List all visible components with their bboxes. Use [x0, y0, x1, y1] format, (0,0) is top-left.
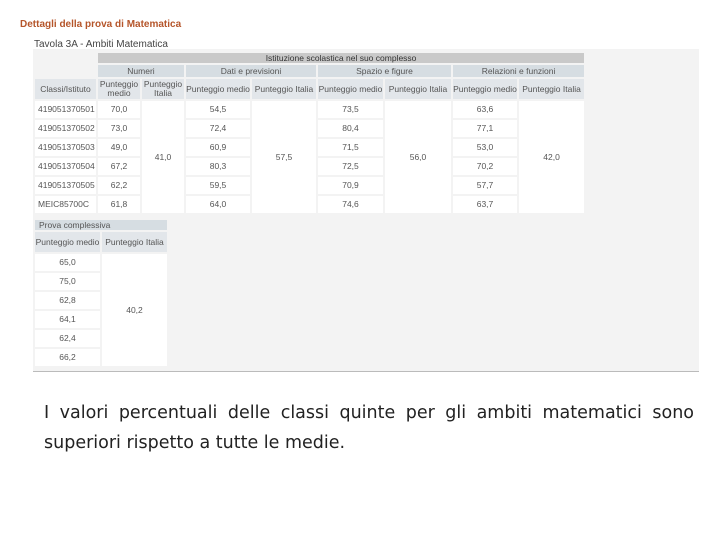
- cell-relazioni: 63,7: [453, 196, 517, 213]
- cell-dati: 72,4: [186, 120, 250, 137]
- prova-medio-cell: 64,1: [35, 311, 100, 328]
- cell-numeri: 70,0: [98, 101, 140, 118]
- row-label: 419051370502: [35, 120, 96, 137]
- italia-numeri: 41,0: [142, 101, 184, 213]
- group-header-spazio: Spazio e figure: [318, 65, 451, 77]
- cell-relazioni: 63,6: [453, 101, 517, 118]
- cell-relazioni: 77,1: [453, 120, 517, 137]
- italia-dati: 57,5: [252, 101, 316, 213]
- cell-numeri: 49,0: [98, 139, 140, 156]
- cell-relazioni: 57,7: [453, 177, 517, 194]
- caption-text: I valori percentuali delle classi quinte per gli ambiti matematici sono superiori rispetto a tutte le medie.: [44, 403, 694, 453]
- table-row: [35, 101, 584, 118]
- italia-relazioni: 42,0: [519, 101, 584, 213]
- cell-numeri: 61,8: [98, 196, 140, 213]
- cell-dati: 64,0: [186, 196, 250, 213]
- prova-medio-cell: 75,0: [35, 273, 100, 290]
- row-label: 419051370503: [35, 139, 96, 156]
- sub-header-italia: Punteggio Italia: [252, 79, 316, 99]
- prova-complessiva-table: [33, 218, 169, 368]
- cell-numeri: 67,2: [98, 158, 140, 175]
- table-row: [35, 254, 167, 271]
- prova-italia-cell: 40,2: [102, 254, 167, 366]
- cell-numeri: 62,2: [98, 177, 140, 194]
- prova-medio-cell: 62,8: [35, 292, 100, 309]
- prova-title: Prova complessiva: [35, 220, 167, 230]
- sub-header-medio: Punteggio medio: [99, 79, 139, 98]
- cell-spazio: 73,5: [318, 101, 383, 118]
- table-title: Tavola 3A - Ambiti Matematica: [34, 39, 168, 48]
- cell-spazio: 70,9: [318, 177, 383, 194]
- prova-medio-cell: 66,2: [35, 349, 100, 366]
- cell-dati: 54,5: [186, 101, 250, 118]
- prova-medio-cell: 65,0: [35, 254, 100, 271]
- cell-relazioni: 70,2: [453, 158, 517, 175]
- class-header: Classi/Istituto: [35, 79, 96, 99]
- row-label: 419051370505: [35, 177, 96, 194]
- prova-sub-medio: Punteggio medio: [35, 232, 100, 252]
- sub-header-italia: Punteggio Italia: [385, 79, 451, 99]
- italia-spazio: 56,0: [385, 101, 451, 213]
- sub-header-medio: Punteggio medio: [186, 79, 250, 99]
- divider: [33, 371, 699, 372]
- sub-header-medio: Punteggio medio: [453, 79, 517, 99]
- row-label: 419051370504: [35, 158, 96, 175]
- section-title: Dettagli della prova di Matematica: [20, 19, 182, 30]
- prova-medio-cell: 62,4: [35, 330, 100, 347]
- cell-numeri: 73,0: [98, 120, 140, 137]
- cell-relazioni: 53,0: [453, 139, 517, 156]
- cell-spazio: 80,4: [318, 120, 383, 137]
- prova-sub-italia: Punteggio Italia: [102, 232, 167, 252]
- group-header-dati: Dati e previsioni: [186, 65, 316, 77]
- cell-dati: 60,9: [186, 139, 250, 156]
- row-label: 419051370501: [35, 101, 96, 118]
- sub-header-italia: Punteggio Italia: [143, 79, 183, 98]
- cell-spazio: 72,5: [318, 158, 383, 175]
- empty-corner-2: [35, 65, 96, 77]
- empty-corner: [35, 53, 96, 63]
- cell-dati: 59,5: [186, 177, 250, 194]
- group-header-relazioni: Relazioni e funzioni: [453, 65, 584, 77]
- cell-spazio: 71,5: [318, 139, 383, 156]
- sub-header-italia: Punteggio Italia: [519, 79, 584, 99]
- ambiti-table: [33, 51, 586, 215]
- cell-spazio: 74,6: [318, 196, 383, 213]
- band-header: Istituzione scolastica nel suo complesso: [98, 53, 584, 63]
- group-header-numeri: Numeri: [98, 65, 184, 77]
- sub-header-medio: Punteggio medio: [318, 79, 383, 99]
- row-label: MEIC85700C: [35, 196, 96, 213]
- cell-dati: 80,3: [186, 158, 250, 175]
